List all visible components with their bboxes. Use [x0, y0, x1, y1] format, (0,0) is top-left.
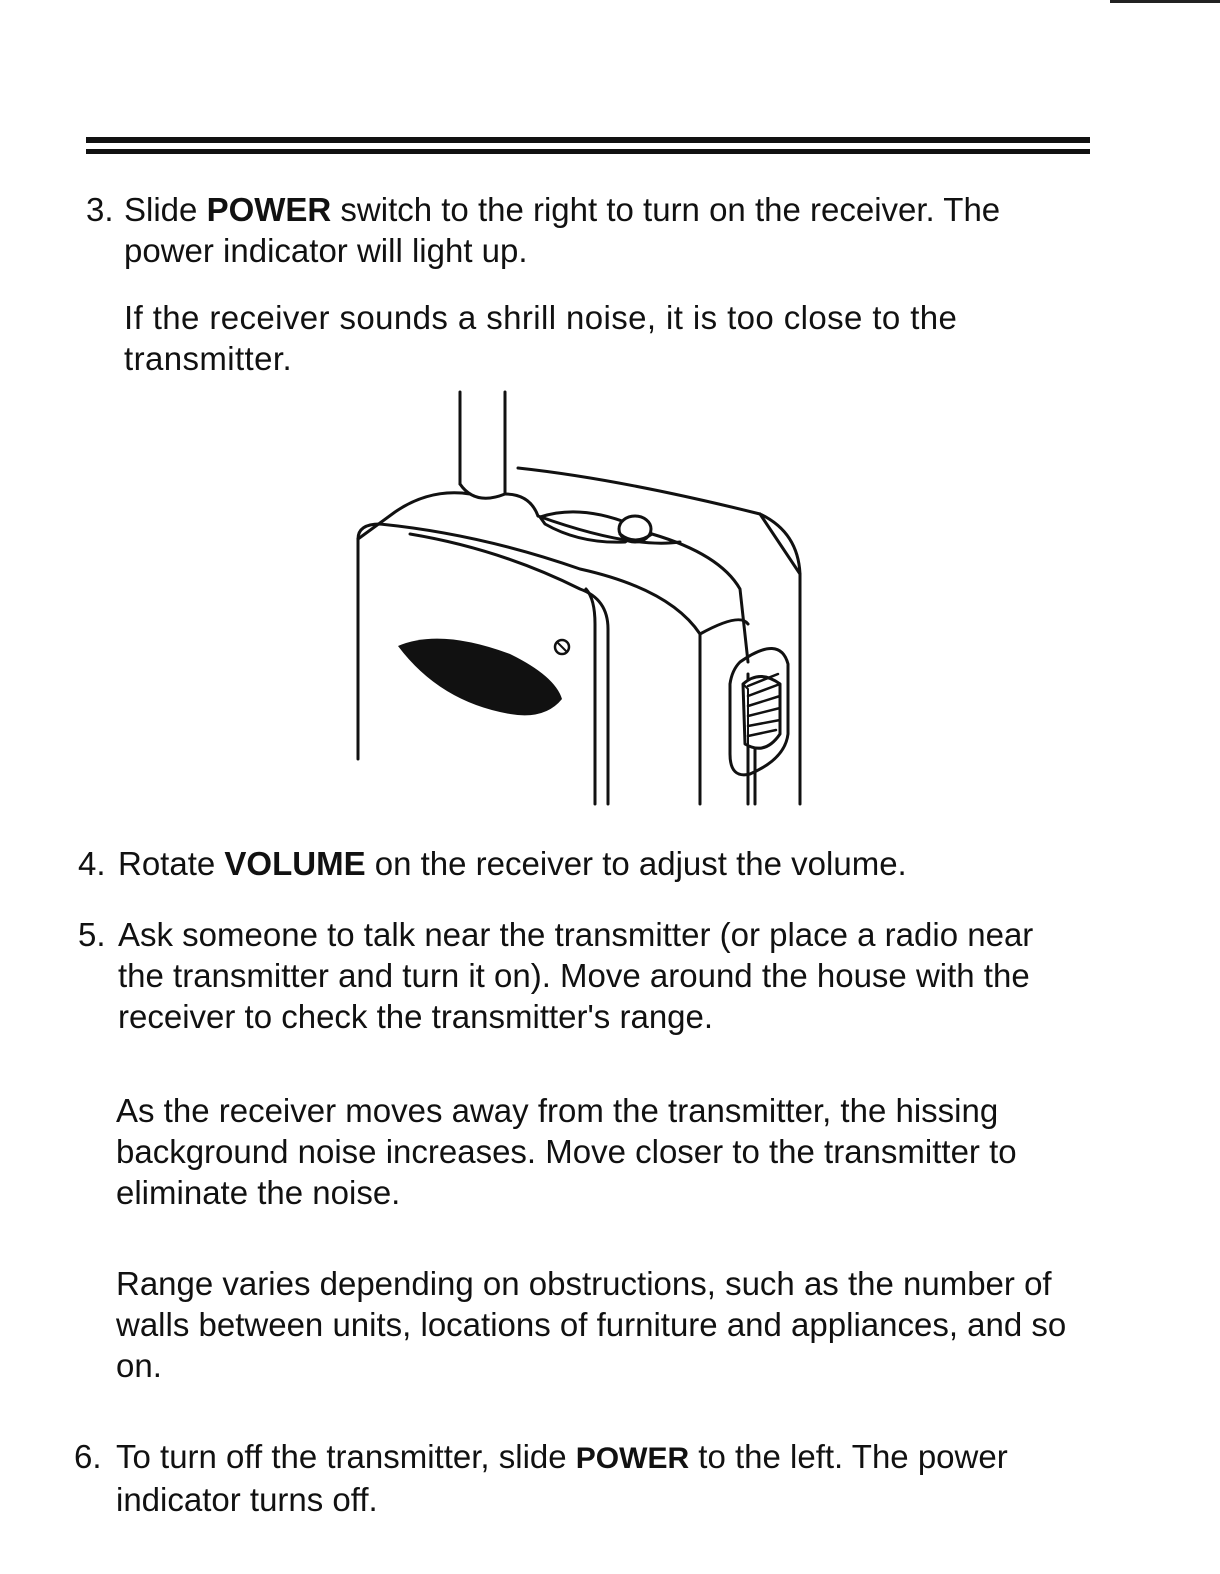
step-number: 6.	[74, 1438, 102, 1475]
step-5-note-obstructions: Range varies depending on obstructions, such as the number of walls between units, locations of furniture and appliances, and so on.	[116, 1265, 1067, 1384]
power-switch-label: POWER	[206, 191, 332, 228]
header-rule-top	[86, 137, 1090, 143]
step-number: 3.	[86, 191, 114, 228]
volume-control-label: VOLUME	[224, 845, 366, 882]
step-5-note-range: As the receiver moves away from the transmitter, the hissing background noise increases. Move closer to the transmitter to eliminate the noise.	[116, 1092, 1017, 1211]
step-number: 5.	[78, 916, 106, 953]
step-text: Rotate VOLUME on the receiver to adjust the volume.	[118, 845, 907, 882]
step-number: 4.	[78, 845, 106, 882]
power-switch-label: POWER	[575, 1442, 690, 1475]
step-text: Slide POWER switch to the right to turn on the receiver. The power indicator will light up.	[124, 191, 1001, 269]
receiver-illustration	[340, 384, 820, 809]
corner-scan-mark	[1110, 0, 1220, 3]
step-text: Ask someone to talk near the transmitter (or place a radio near the transmitter and turn it on). Move around the house with the receiver to check the transmitter's range.	[118, 916, 1034, 1035]
header-rule-bottom	[86, 149, 1090, 154]
step-text: To turn off the transmitter, slide POWER to the left. The power indicator turns off.	[116, 1438, 1008, 1518]
step-3-note: If the receiver sounds a shrill noise, it is too close to the transmitter.	[124, 299, 958, 377]
